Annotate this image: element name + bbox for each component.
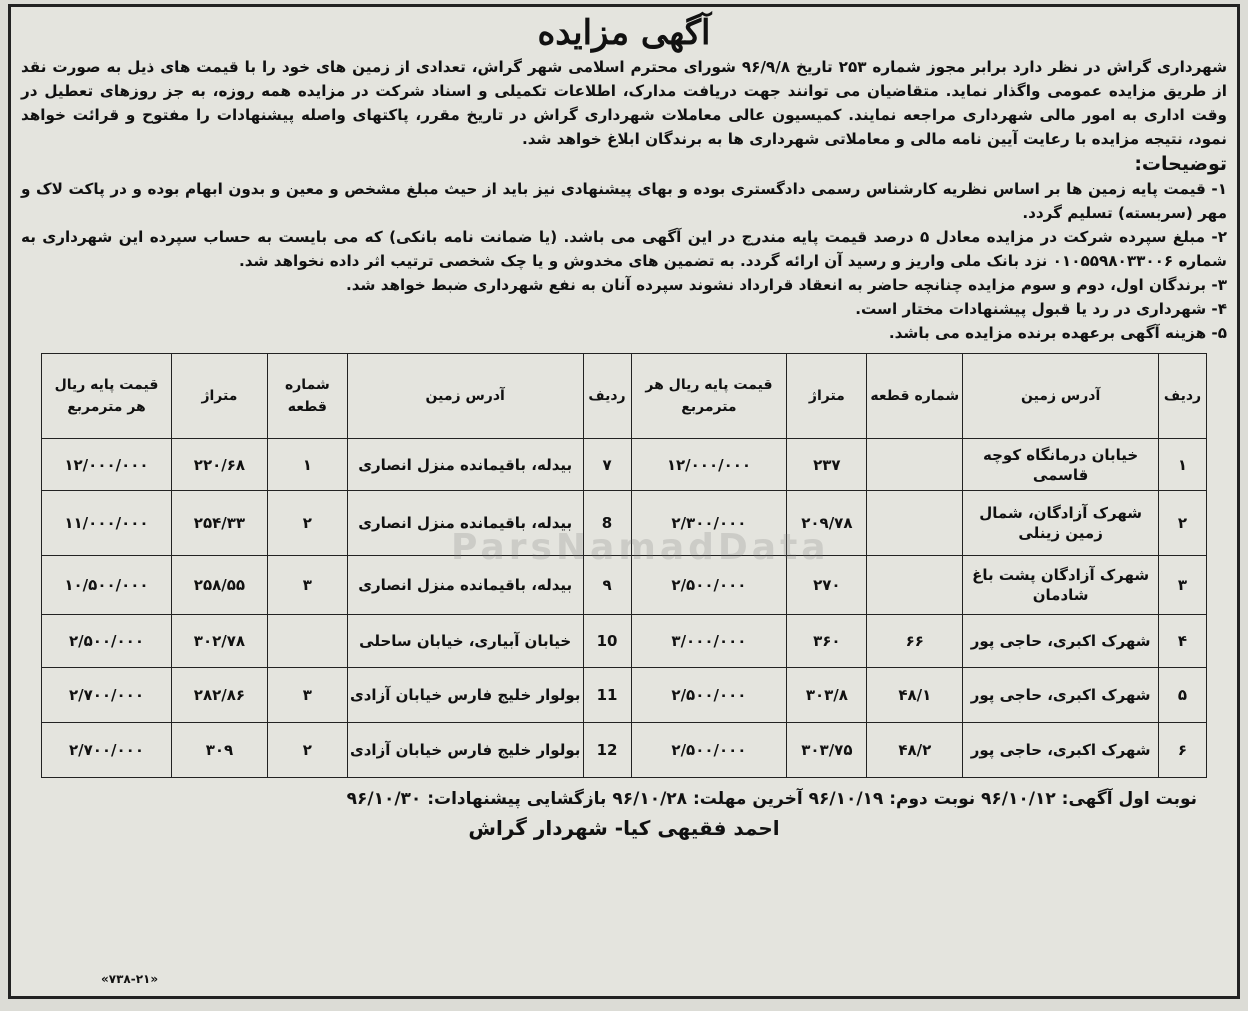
base-price: ۲/۳۰۰/۰۰۰: [631, 491, 787, 556]
table-row: [42, 491, 1207, 556]
land-area: ۲۳۷: [787, 439, 867, 491]
land-address: شهرک آزادگان، شمال زمین زینلی: [963, 491, 1159, 556]
lot-number: [867, 439, 963, 491]
signer-name: احمد فقیهی کیا- شهردار گراش: [468, 816, 780, 840]
note-item: ۲- مبلغ سپرده شرکت در مزایده معادل ۵ درصد قیمت پایه مندرج در این آگهی می باشد. (یا ضمانت نامه بانکی) که می بایست به حساب سپرده این شهرداری به شماره ۰۱۰۵۵۹۸۰۳۳۰۰۶ نزد بانک ملی واریز و رسید آن ارائه گردد. به تضمین های مخدوش و یا چک شخصی ترتیب اثر داده نخواهد شد.: [21, 228, 1227, 270]
header-row-number: ردیف: [583, 354, 631, 439]
row-number: ۹: [583, 556, 631, 615]
row-number: ۱: [1159, 439, 1207, 491]
lot-number: ۴۸/۱: [867, 668, 963, 723]
land-area: ۲۸۲/۸۶: [171, 668, 267, 723]
ad-code: «۷۳۸-۲۱»: [101, 972, 159, 986]
header-area: متراژ: [787, 354, 867, 439]
lot-number: ۴۸/۲: [867, 723, 963, 778]
land-table: [41, 353, 1207, 778]
header-area: متراژ: [171, 354, 267, 439]
row-number: ۳: [1159, 556, 1207, 615]
note-item: ۱- قیمت پایه زمین ها بر اساس نظریه کارشناس رسمی دادگستری بوده و بهای پیشنهادی نیز باید از حیث مبلغ مشخص و معین و بدون ابهام بوده و در پاکت لاک و مهر (سربسته) تسلیم گردد.: [21, 180, 1227, 222]
land-address: بیدله، باقیمانده منزل انصاری: [347, 491, 583, 556]
base-price: ۲/۷۰۰/۰۰۰: [42, 668, 172, 723]
row-number: 10: [583, 615, 631, 668]
base-price: ۲/۵۰۰/۰۰۰: [631, 556, 787, 615]
land-address: شهرک اکبری، حاجی پور: [963, 668, 1159, 723]
base-price: ۱۲/۰۰۰/۰۰۰: [631, 439, 787, 491]
base-price: ۱۱/۰۰۰/۰۰۰: [42, 491, 172, 556]
row-number: 12: [583, 723, 631, 778]
lot-number: [267, 615, 347, 668]
row-number: ۴: [1159, 615, 1207, 668]
land-area: ۲۵۴/۳۳: [171, 491, 267, 556]
header-address: آدرس زمین: [347, 354, 583, 439]
lot-number: ۱: [267, 439, 347, 491]
lot-number: [867, 556, 963, 615]
row-number: 8: [583, 491, 631, 556]
land-address: شهرک اکبری، حاجی پور: [963, 723, 1159, 778]
note-item: ۵- هزینه آگهی برعهده برنده مزایده می باشد.: [888, 324, 1227, 342]
row-number: 11: [583, 668, 631, 723]
header-lot: شماره قطعه: [867, 354, 963, 439]
land-address: خیابان آبیاری، خیابان ساحلی: [347, 615, 583, 668]
base-price: ۱۰/۵۰۰/۰۰۰: [42, 556, 172, 615]
land-area: ۳۰۲/۷۸: [171, 615, 267, 668]
header-row-number: ردیف: [1159, 354, 1207, 439]
base-price: ۳/۰۰۰/۰۰۰: [631, 615, 787, 668]
land-address: شهرک اکبری، حاجی پور: [963, 615, 1159, 668]
land-address: بولوار خلیج فارس خیابان آزادی: [347, 723, 583, 778]
intro-paragraph: شهرداری گراش در نظر دارد برابر مجوز شماره ۲۵۳ تاریخ ۹۶/۹/۸ شورای محترم اسلامی شهر گراش، تعدادی از زمین های خود را با قیمت های ذیل به صورت نقد از طریق مزایده عمومی واگذار نماید. متقاضیان می توانند جهت دریافت مدارک، اطلاعات تکمیلی و اسناد شرکت در مزایده همه روزه، به جز روزهای تعطیل در وقت اداری به امور مالی شهرداری مراجعه نمایند. کمیسیون عالی معاملات شهرداری گراش در تاریخ مقرر، پاکتهای واصله پیشنهادات را مفتوح و قرائت خواهد نمود، نتیجه مزایده با رعایت آیین نامه مالی و معاملاتی شهرداری ها به برندگان ابلاغ خواهد شد.: [21, 58, 1227, 148]
land-address: بولوار خلیج فارس خیابان آزادی: [347, 668, 583, 723]
row-number: ۶: [1159, 723, 1207, 778]
row-number: ۵: [1159, 668, 1207, 723]
base-price: ۱۲/۰۰۰/۰۰۰: [42, 439, 172, 491]
notes-heading: توضیحات:: [1134, 153, 1227, 175]
row-number: ۲: [1159, 491, 1207, 556]
table-row: [42, 556, 1207, 615]
lot-number: ۳: [267, 668, 347, 723]
land-address: بیدله، باقیمانده منزل انصاری: [347, 556, 583, 615]
land-area: ۲۵۸/۵۵: [171, 556, 267, 615]
base-price: ۲/۵۰۰/۰۰۰: [631, 723, 787, 778]
table-row: [42, 439, 1207, 491]
land-area: ۳۰۳/۷۵: [787, 723, 867, 778]
header-price: قیمت پایه ریال هر مترمربع: [42, 354, 172, 439]
lot-number: ۲: [267, 723, 347, 778]
row-number: ۷: [583, 439, 631, 491]
base-price: ۲/۵۰۰/۰۰۰: [631, 668, 787, 723]
table-row: [42, 723, 1207, 778]
header-address: آدرس زمین: [963, 354, 1159, 439]
land-area: ۲۲۰/۶۸: [171, 439, 267, 491]
land-area: ۲۰۹/۷۸: [787, 491, 867, 556]
table-row: [42, 668, 1207, 723]
note-item: ۴- شهرداری در رد یا قبول پیشنهادات مختار است.: [855, 300, 1227, 318]
schedule-line: نوبت اول آگهی: ۹۶/۱۰/۱۲ نوبت دوم: ۹۶/۱۰/۱۹ آخرین مهلت: ۹۶/۱۰/۲۸ بازگشایی پیشنهادات: ۹۶/۱۰/۳۰: [346, 789, 1197, 809]
base-price: ۲/۷۰۰/۰۰۰: [42, 723, 172, 778]
land-area: ۲۷۰: [787, 556, 867, 615]
land-address: بیدله، باقیمانده منزل انصاری: [347, 439, 583, 491]
watermark-text: ParsNamadData: [451, 527, 830, 568]
lot-number: [867, 491, 963, 556]
lot-number: ۶۶: [867, 615, 963, 668]
header-lot: شماره قطعه: [267, 354, 347, 439]
ad-page: [8, 4, 1240, 999]
land-address: شهرک آزادگان پشت باغ شادمان: [963, 556, 1159, 615]
table-row: [42, 615, 1207, 668]
land-area: ۳۰۳/۸: [787, 668, 867, 723]
notes-list: [21, 177, 1227, 345]
ad-title: آگهی مزایده: [537, 13, 711, 53]
land-address: خیابان درمانگاه کوچه قاسمی: [963, 439, 1159, 491]
land-area: ۳۰۹: [171, 723, 267, 778]
lot-number: ۳: [267, 556, 347, 615]
note-item: ۳- برندگان اول، دوم و سوم مزایده چنانچه حاضر به انعقاد قرارداد نشوند سپرده آنان به نفع شهرداری ضبط خواهد شد.: [345, 276, 1227, 294]
header-price: قیمت پایه ریال هر مترمربع: [631, 354, 787, 439]
lot-number: ۲: [267, 491, 347, 556]
base-price: ۲/۵۰۰/۰۰۰: [42, 615, 172, 668]
land-area: ۳۶۰: [787, 615, 867, 668]
table-header-row: [42, 354, 1207, 439]
